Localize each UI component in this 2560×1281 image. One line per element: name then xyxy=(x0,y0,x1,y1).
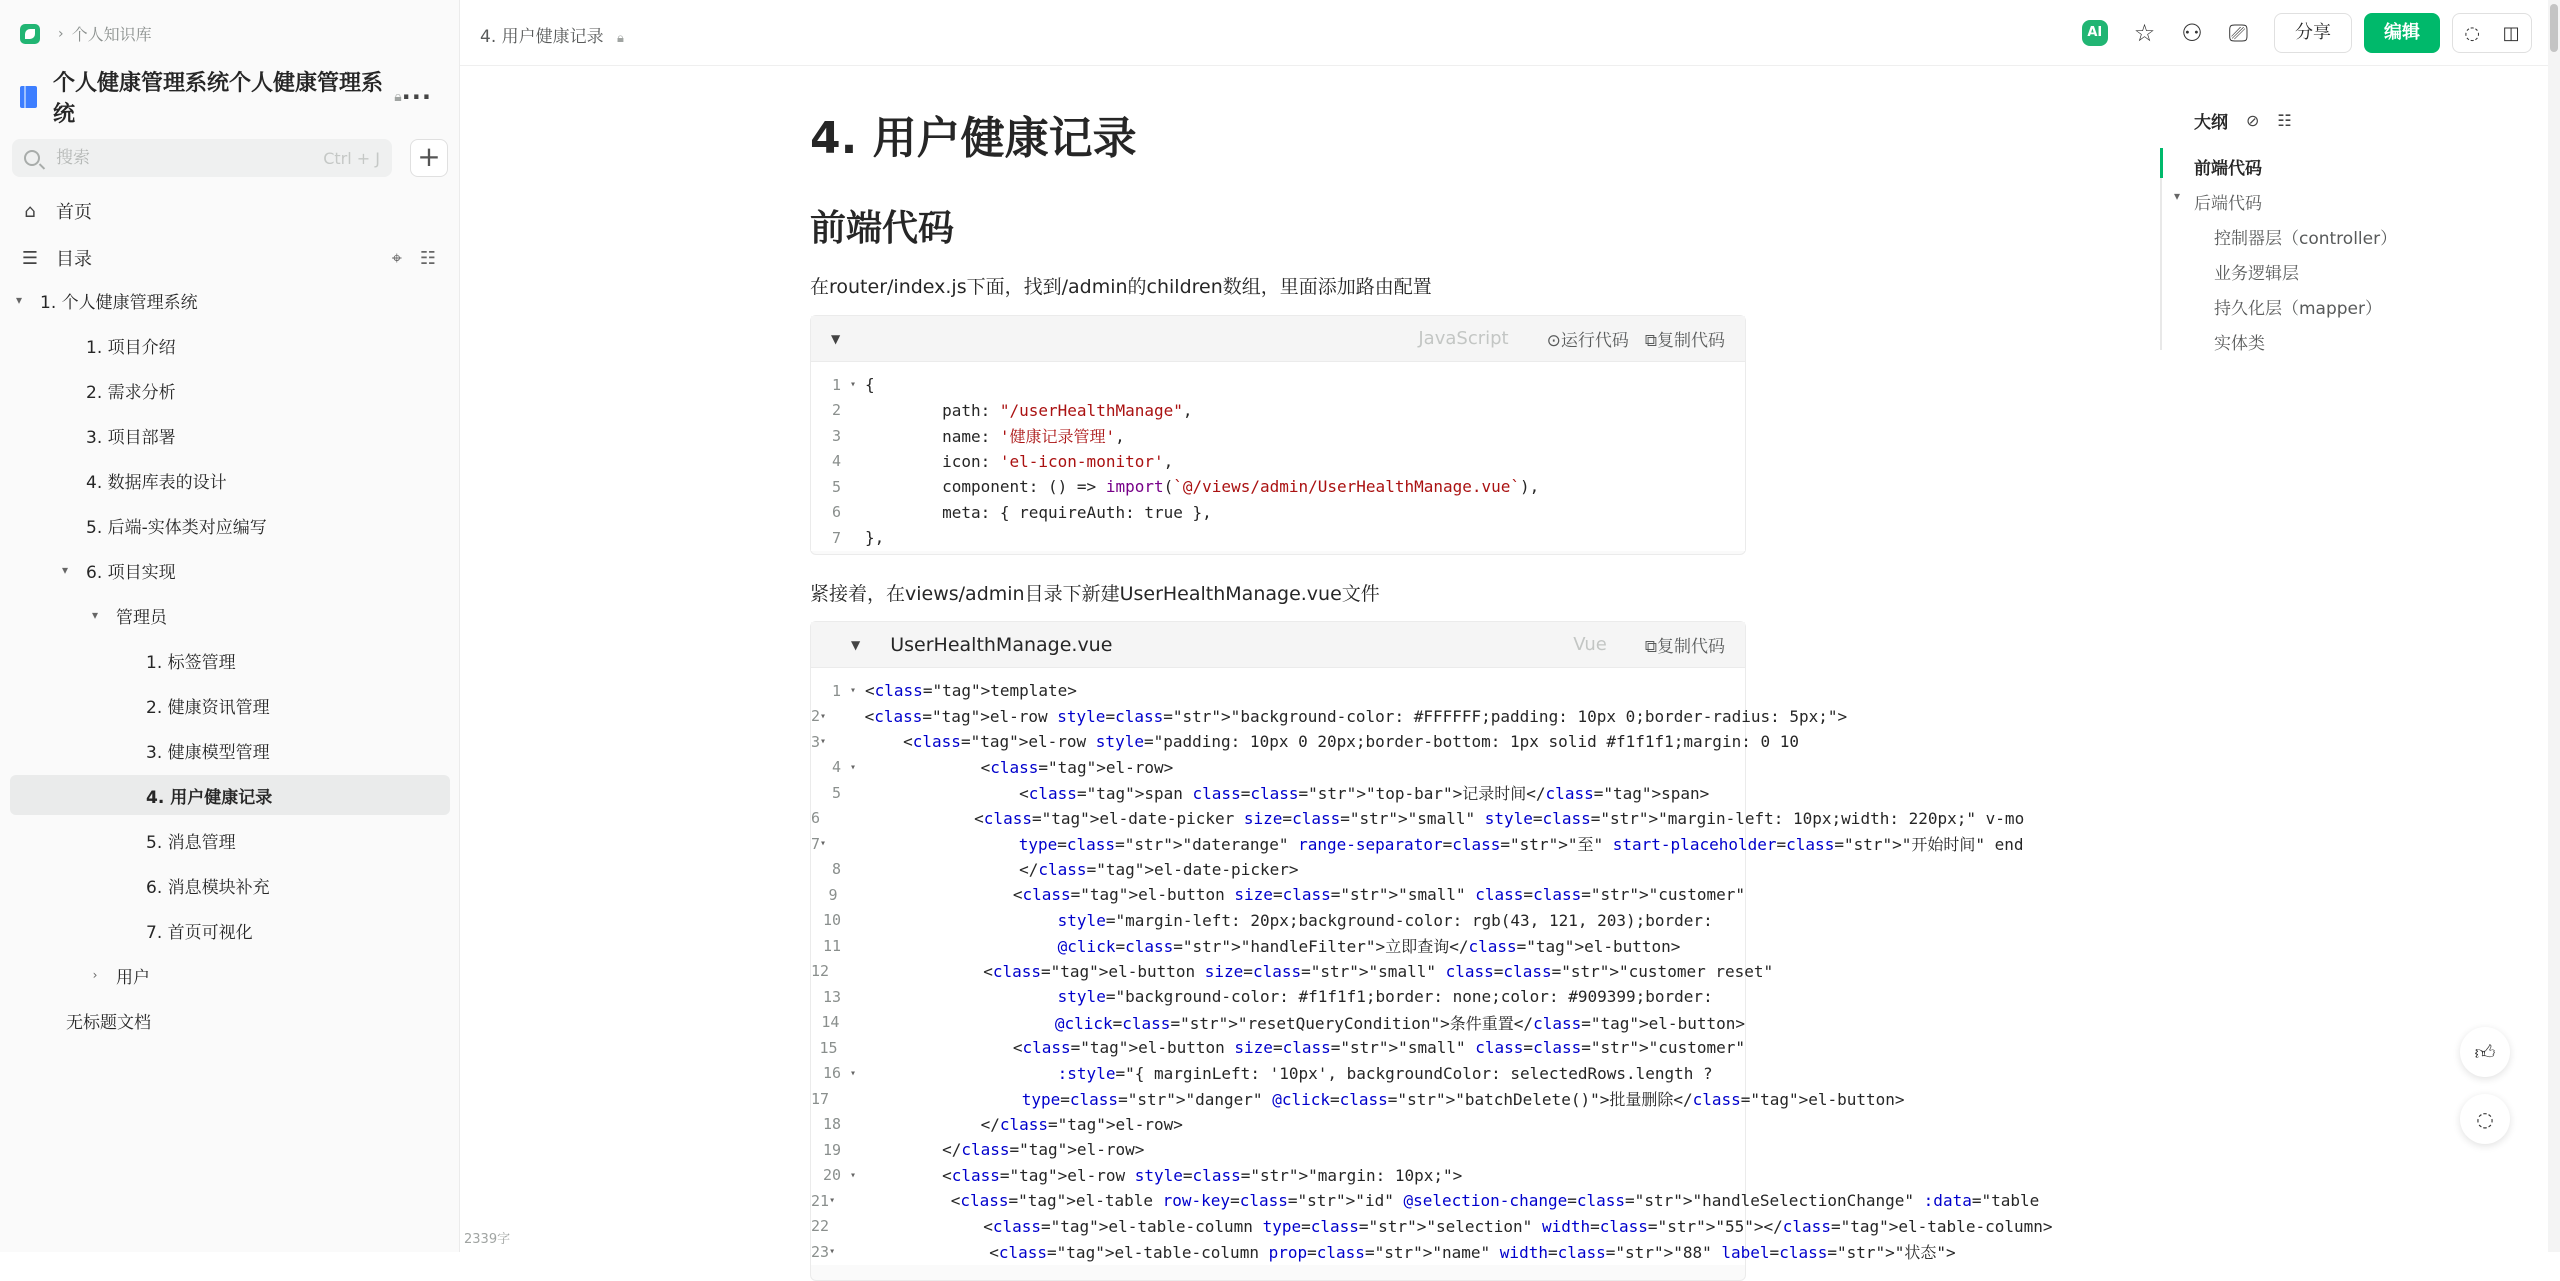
code-text: icon: 'el-icon-monitor', xyxy=(865,451,1174,471)
code-text: <class="tag">el-row> xyxy=(865,757,1174,777)
fold-icon[interactable]: ▾ xyxy=(849,1067,857,1079)
outline-item-label: 业务逻辑层 xyxy=(2214,264,2299,284)
code-text: @click=class="str">"handleFilter">立即查询</class="tag">el-button> xyxy=(1057,937,1681,957)
top-actions xyxy=(2082,13,2532,53)
share-button[interactable]: 分享 xyxy=(2274,13,2352,53)
tree-item[interactable] xyxy=(10,415,450,455)
heading-frontend: 前端代码 xyxy=(810,208,955,249)
tree-item[interactable] xyxy=(10,595,450,635)
code-text: component: () => import(`@/views/admin/UserHealthManage.vue`), xyxy=(865,477,1540,497)
code-text: @click=class="str">"resetQueryCondition">条件重置</class="tag">el-button> xyxy=(1054,1013,1745,1033)
caret-icon[interactable]: ▾ xyxy=(15,293,23,307)
doc-breadcrumb xyxy=(480,22,624,47)
line-number: 7 xyxy=(811,834,821,853)
book-icon xyxy=(20,86,37,108)
line-number: 18 xyxy=(822,1115,841,1134)
line-number: 11 xyxy=(822,936,841,955)
code-line xyxy=(811,1214,2053,1240)
tree-item[interactable] xyxy=(10,640,450,680)
line-number: 4 xyxy=(831,758,841,777)
search-shortcut: Ctrl + J xyxy=(323,148,380,168)
tree-item[interactable] xyxy=(10,685,450,725)
code-text: <class="tag">el-row style=class="str">"background-color: #FFFFFF;padding: 10px 0;border-radius: 5px;"> xyxy=(826,706,1848,726)
tree-item-label: 2. 健康资讯管理 xyxy=(146,697,270,718)
code-line xyxy=(811,1188,2040,1214)
tree-item[interactable] xyxy=(10,955,450,995)
outline-header xyxy=(2160,108,2560,133)
breadcrumb xyxy=(20,22,152,45)
code-text: meta: { requireAuth: true }, xyxy=(865,502,1212,522)
code-line xyxy=(811,933,1745,959)
code-text: <class="tag">template> xyxy=(865,681,1077,701)
outline-active-marker xyxy=(2160,148,2163,178)
tree-item[interactable] xyxy=(10,280,450,320)
code-line xyxy=(811,1035,1745,1061)
tree-item-label: 7. 首页可视化 xyxy=(146,922,253,943)
comment-icon: ◌ xyxy=(2476,1107,2494,1131)
code-line xyxy=(811,857,1745,883)
code-text: :style="{ marginLeft: '10px', backgroundColor: selectedRows.length ? xyxy=(1057,1063,1713,1083)
line-number: 4 xyxy=(831,452,841,471)
code-filename: UserHealthManage.vue xyxy=(890,633,1113,656)
outline-item-label: 实体类 xyxy=(2214,334,2265,354)
code-line xyxy=(811,1137,1745,1163)
outline-track xyxy=(2160,148,2162,350)
outline-item[interactable] xyxy=(2214,329,2265,354)
outline-item-label: 前端代码 xyxy=(2194,159,2262,179)
line-number: 6 xyxy=(831,503,841,522)
code-line xyxy=(811,780,1745,806)
tree-item-label: 1. 个人健康管理系统 xyxy=(40,292,198,313)
code-line xyxy=(811,372,1745,398)
line-number: 22 xyxy=(811,1217,830,1236)
line-number: 2 xyxy=(811,707,821,726)
tree-item[interactable] xyxy=(10,550,450,590)
copy-code-button[interactable] xyxy=(1645,632,1725,657)
code-language[interactable]: JavaScript xyxy=(1418,328,1509,349)
tree-item[interactable] xyxy=(10,910,450,950)
code-text: <class="tag">el-button size=class="str">"small" class=class="str">"customer" xyxy=(858,1038,1745,1058)
line-number: 21 xyxy=(811,1191,830,1210)
knowledge-base-title[interactable]: 个人健康管理系统个人健康管理系统 xyxy=(52,71,383,127)
comment-icon[interactable]: ◌ xyxy=(2464,22,2481,44)
code-line xyxy=(811,1163,1745,1189)
fold-icon[interactable]: ▾ xyxy=(820,736,827,748)
code-text: </class="tag">el-row> xyxy=(865,1140,1145,1160)
line-number: 3 xyxy=(811,732,821,751)
line-number: 23 xyxy=(811,1242,830,1261)
code-text: </class="tag">el-date-picker> xyxy=(865,859,1299,879)
fold-icon[interactable]: ▾ xyxy=(849,685,857,697)
tree-item-label: 3. 项目部署 xyxy=(86,427,176,448)
code-text: { xyxy=(865,375,875,395)
nav-catalog[interactable] xyxy=(10,238,450,278)
paragraph-views: 紧接着，在views/admin目录下新建UserHealthManage.vue文件 xyxy=(810,583,1380,605)
search-icon xyxy=(24,150,40,166)
scrollbar[interactable] xyxy=(2548,0,2560,1252)
line-number: 9 xyxy=(828,885,838,904)
line-number: 20 xyxy=(822,1166,841,1185)
tree-item[interactable] xyxy=(10,730,450,770)
paragraph-router: 在router/index.js下面，找到/admin的children数组，里面添加路由配置 xyxy=(810,276,1432,298)
code-line xyxy=(811,984,1745,1010)
tree-item-label: 6. 项目实现 xyxy=(86,562,176,583)
tree-item[interactable] xyxy=(10,325,450,365)
line-number: 13 xyxy=(822,987,841,1006)
tree-item[interactable] xyxy=(10,1000,450,1040)
code-line xyxy=(811,1061,1745,1087)
view-toggle-group xyxy=(2452,13,2532,53)
comment-float-button[interactable] xyxy=(2460,1094,2510,1144)
code-block-header xyxy=(811,316,1745,362)
tree-item[interactable] xyxy=(10,505,450,545)
outline-item-label: 后端代码 xyxy=(2194,194,2262,214)
tree-item-label: 2. 需求分析 xyxy=(86,382,176,403)
tree-item[interactable] xyxy=(10,820,450,860)
code-text: path: "/userHealthManage", xyxy=(865,400,1193,420)
copy-code-button[interactable] xyxy=(1645,326,1725,351)
code-body[interactable] xyxy=(811,362,1745,551)
tree-item-label: 1. 标签管理 xyxy=(146,652,236,673)
nav-home[interactable] xyxy=(10,191,450,231)
scrollbar-thumb[interactable] xyxy=(2550,4,2558,52)
tree-item-label: 4. 数据库表的设计 xyxy=(86,472,227,493)
code-text: style="background-color: #f1f1f1;border: none;color: #909399;border: xyxy=(1057,987,1713,1007)
line-number: 12 xyxy=(811,962,830,981)
doc-title: 4. 用户健康记录 xyxy=(810,113,1137,164)
line-number: 14 xyxy=(821,1013,840,1032)
outline-item[interactable] xyxy=(2214,294,2382,319)
copy-code-label: 复制代码 xyxy=(1657,331,1725,351)
caret-icon[interactable]: ▾ xyxy=(2174,189,2181,203)
outline-item-label: 控制器层（controller） xyxy=(2214,229,2398,249)
fold-icon[interactable]: ▾ xyxy=(820,710,827,722)
code-text: }, xyxy=(865,528,885,548)
home-icon: ⌂ xyxy=(24,200,36,222)
outline-levels-icon[interactable]: ☷ xyxy=(2277,111,2292,130)
hide-outline-icon[interactable]: ⊘ xyxy=(2246,111,2260,130)
caret-icon[interactable]: › xyxy=(92,968,98,982)
run-code-label: 运行代码 xyxy=(1560,331,1629,351)
code-line xyxy=(811,1239,1956,1265)
code-line xyxy=(811,1086,1905,1112)
code-line xyxy=(811,806,2025,832)
breadcrumb-space[interactable]: 个人知识库 xyxy=(71,25,152,44)
code-block-vue xyxy=(810,621,2053,1281)
code-text: <class="tag">el-table-column prop=class="str">"name" width=class="str">"88" label=class="str">"状态"> xyxy=(835,1243,1956,1263)
chevron-right-icon: › xyxy=(58,25,64,42)
code-text: <class="tag">el-row style=class="str">"margin: 10px;"> xyxy=(865,1165,1463,1185)
code-text: name: '健康记录管理', xyxy=(865,427,1125,447)
line-number: 5 xyxy=(831,783,841,802)
code-line xyxy=(811,678,1745,704)
more-icon[interactable]: ··· xyxy=(401,83,432,111)
code-line xyxy=(811,449,1745,475)
fold-icon[interactable]: ▾ xyxy=(820,838,827,850)
ai-assistant-button[interactable]: AI xyxy=(2082,20,2108,46)
lock-icon: 🔒︎ xyxy=(394,89,402,105)
outline-item[interactable] xyxy=(2174,189,2262,214)
outline-title: 大纲 xyxy=(2194,113,2228,133)
line-number: 17 xyxy=(811,1089,830,1108)
tree-item-label: 无标题文档 xyxy=(66,1012,151,1033)
line-number: 15 xyxy=(819,1038,838,1057)
code-text: <class="tag">el-button size=class="str">"small" class=class="str">"customer reset" xyxy=(829,961,1774,981)
line-number: 7 xyxy=(831,528,841,547)
nav-catalog-label: 目录 xyxy=(56,249,92,270)
present-icon[interactable]: ⎚ xyxy=(2228,19,2248,47)
locate-icon[interactable]: ⌖ xyxy=(391,247,402,269)
top-bar xyxy=(460,0,2560,66)
outline-panel xyxy=(2160,108,2560,354)
code-line xyxy=(811,729,1799,755)
tree-item-label: 管理员 xyxy=(116,607,167,628)
code-line xyxy=(811,1010,1745,1036)
code-text: <class="tag">el-table-column type=class="str">"selection" width=class="str">"55"></class="tag">el-table-column> xyxy=(829,1216,2053,1236)
line-number: 5 xyxy=(831,477,841,496)
code-text: type=class="str">"daterange" range-separator=class="str">"至" start-placeholder=class="str">"开始时间" end xyxy=(1018,835,2024,855)
code-language[interactable]: Vue xyxy=(1573,634,1607,655)
like-button[interactable] xyxy=(2460,1027,2510,1077)
tree-item[interactable] xyxy=(10,865,450,905)
fold-icon[interactable]: ▾ xyxy=(849,761,857,773)
tree-item-label: 1. 项目介绍 xyxy=(86,337,176,358)
line-number: 10 xyxy=(822,911,841,930)
knowledge-base-header xyxy=(20,66,450,128)
code-text: <class="tag">el-table row-key=class="str">"id" @selection-change=class="str">"handleSelectionChange" :data="table xyxy=(835,1191,2040,1211)
add-member-icon[interactable]: ⚇ xyxy=(2181,19,2203,47)
code-line xyxy=(811,755,1745,781)
code-line xyxy=(811,423,1745,449)
search-input[interactable] xyxy=(56,148,323,168)
copy-icon: ⧉ xyxy=(1644,331,1657,351)
line-number: 6 xyxy=(811,809,821,828)
code-block-header xyxy=(811,622,1745,668)
tree-item-label: 6. 消息模块补充 xyxy=(146,877,270,898)
code-text: </class="tag">el-row> xyxy=(865,1114,1183,1134)
copy-icon: ⧉ xyxy=(1644,637,1657,657)
star-icon[interactable]: ☆ xyxy=(2133,19,2156,47)
code-line xyxy=(811,525,1745,551)
code-line xyxy=(811,1112,1745,1138)
tree-item[interactable] xyxy=(10,460,450,500)
outline-item-label: 持久化层（mapper） xyxy=(2214,299,2383,319)
line-number: 19 xyxy=(822,1140,841,1159)
code-line xyxy=(811,831,2024,857)
collapse-all-icon[interactable]: ☷ xyxy=(419,247,436,269)
code-line xyxy=(811,398,1745,424)
collapse-icon[interactable]: ▼ xyxy=(831,331,841,346)
doc-breadcrumb-title[interactable]: 4. 用户健康记录 xyxy=(480,27,604,47)
fold-icon[interactable]: ▾ xyxy=(829,1195,836,1207)
tree-item[interactable] xyxy=(10,370,450,410)
code-text: <class="tag">span class=class="str">"top-bar">记录时间</class="tag">span> xyxy=(865,784,1710,804)
sidebar-toggle-icon[interactable]: ◫ xyxy=(2502,22,2520,44)
tree-item-label: 5. 后端-实体类对应编写 xyxy=(86,517,267,538)
tree-item[interactable] xyxy=(10,775,450,815)
fold-icon[interactable]: ▾ xyxy=(829,1246,836,1258)
caret-icon[interactable]: ▾ xyxy=(61,563,69,577)
play-icon: ⊙ xyxy=(1546,331,1561,351)
code-text: <class="tag">el-row style="padding: 10px 0 20px;border-bottom: 1px solid #f1f1f1;margin: 0 10 xyxy=(826,732,1799,752)
sidebar xyxy=(0,0,460,1252)
tree-item-label: 4. 用户健康记录 xyxy=(146,787,273,808)
code-line xyxy=(811,959,1774,985)
line-number: 1 xyxy=(831,375,841,394)
code-text: <class="tag">el-button size=class="str">"small" class=class="str">"customer" xyxy=(858,885,1745,905)
line-number: 1 xyxy=(831,681,841,700)
outline-item[interactable] xyxy=(2214,259,2299,284)
tree-item-label: 用户 xyxy=(116,967,150,988)
fold-icon[interactable]: ▾ xyxy=(849,379,857,391)
run-code-button[interactable] xyxy=(1547,326,1629,351)
code-line xyxy=(811,500,1745,526)
line-number: 2 xyxy=(831,401,841,420)
code-line xyxy=(811,474,1745,500)
code-text: type=class="str">"danger" @click=class="str">"batchDelete()">批量删除</class="tag">el-button> xyxy=(1021,1090,1905,1110)
line-number: 8 xyxy=(831,860,841,879)
add-button[interactable]: + xyxy=(410,139,448,177)
code-line xyxy=(811,908,1745,934)
edit-button[interactable]: 编辑 xyxy=(2364,13,2440,53)
word-count: 2339字 xyxy=(464,1232,511,1247)
line-number: 3 xyxy=(831,426,841,445)
nav-home-label: 首页 xyxy=(56,202,92,223)
code-text: <class="tag">el-date-picker size=class="str">"small" style=class="str">"margin-left: 10px;width: 220px;" v-mo xyxy=(820,808,2025,828)
code-line xyxy=(811,882,1745,908)
outline-item[interactable] xyxy=(2214,224,2397,249)
code-body[interactable] xyxy=(811,668,2053,1265)
catalog-list-icon: ☰ xyxy=(21,247,39,269)
code-block-router xyxy=(810,315,1746,555)
copy-code-label: 复制代码 xyxy=(1657,637,1725,657)
caret-icon[interactable]: ▾ xyxy=(91,608,99,622)
thumbs-up-icon: 👍︎ xyxy=(2474,1040,2496,1064)
code-line xyxy=(811,704,1848,730)
search-box[interactable] xyxy=(12,139,392,177)
line-number: 16 xyxy=(822,1064,841,1083)
tree-item-label: 5. 消息管理 xyxy=(146,832,236,853)
outline-item[interactable] xyxy=(2194,154,2262,179)
lock-icon: 🔒︎ xyxy=(617,31,624,46)
tree-item-label: 3. 健康模型管理 xyxy=(146,742,270,763)
collapse-icon[interactable]: ▼ xyxy=(851,637,861,652)
app-logo-icon[interactable] xyxy=(20,24,40,44)
code-text: style="margin-left: 20px;background-color: rgb(43, 121, 203);border: xyxy=(1057,910,1713,930)
fold-icon[interactable]: ▾ xyxy=(849,1169,857,1181)
